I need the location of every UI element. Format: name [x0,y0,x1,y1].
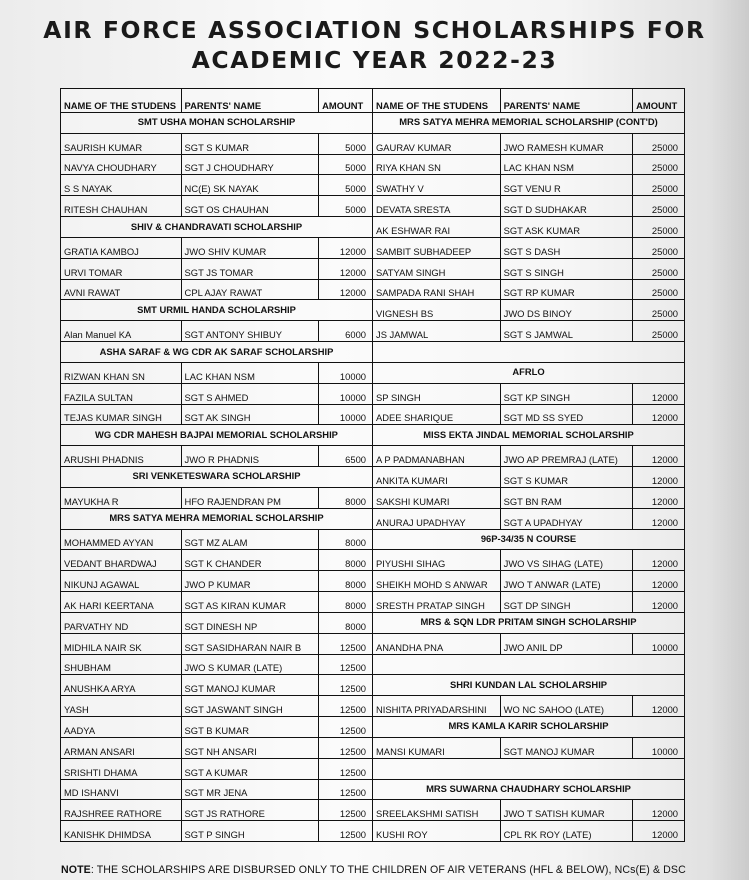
scholarship-section-title: AFRLO [373,362,685,383]
amount-cell: 8000 [319,592,373,613]
left-table-row [61,487,373,508]
left-table-row [61,446,373,467]
student-name-cell: ANURAJ UPADHYAY [373,508,501,529]
student-name-cell: SAMBIT SUBHADEEP [373,237,501,258]
right-table-row [373,217,685,238]
right-table-row [373,800,685,821]
scholarship-section-title: MRS KAMLA KARIR SCHOLARSHIP [373,717,685,738]
left-table-row [61,279,373,300]
student-name-cell: URVI TOMAR [61,258,182,279]
parent-name-cell: CPL RK ROY (LATE) [500,821,633,842]
student-name-cell: GAURAV KUMAR [373,133,501,154]
scholarship-section-title: MRS SATYA MEHRA MEMORIAL SCHOLARSHIP [61,508,373,529]
parent-name-cell: SGT MZ ALAM [181,529,319,550]
right-table-row [373,696,685,717]
parent-name-cell: JWO DS BINOY [500,300,633,321]
amount-cell: 10000 [319,383,373,404]
scholarship-section-title: SMT USHA MOHAN SCHOLARSHIP [61,113,373,134]
amount-cell: 12500 [319,633,373,654]
student-name-cell: SRISHTI DHAMA [61,758,182,779]
left-table-row [61,592,373,613]
right-blank-row [373,342,685,363]
right-section-row [373,529,685,550]
scholarship-section-title: WG CDR MAHESH BAJPAI MEMORIAL SCHOLARSHIP [61,425,373,446]
parent-name-cell: JWO R PHADNIS [181,446,319,467]
parent-name-cell: SGT D SUDHAKAR [500,196,633,217]
student-name-cell: SAURISH KUMAR [61,133,182,154]
amount-cell: 25000 [633,237,685,258]
left-section-row [61,217,373,238]
parent-name-cell: SGT B KUMAR [181,717,319,738]
amount-cell: 8000 [319,550,373,571]
student-name-cell: MD ISHANVI [61,779,182,800]
parent-name-cell: SGT ANTONY SHIBUY [181,321,319,342]
right-table-row [373,550,685,571]
left-table-row [61,717,373,738]
amount-cell: 12000 [633,571,685,592]
left-section-row [61,425,373,446]
student-name-cell: ADEE SHARIQUE [373,404,501,425]
scholarship-section-title: 96P-34/35 N COURSE [373,529,685,550]
student-name-cell: SAKSHI KUMARI [373,487,501,508]
amount-cell: 12000 [633,508,685,529]
student-name-cell: S S NAYAK [61,175,182,196]
right-table-row [373,300,685,321]
left-scholarship-table [60,88,373,842]
parent-name-cell: SGT RP KUMAR [500,279,633,300]
amount-cell: 5000 [319,196,373,217]
left-table-row [61,800,373,821]
amount-cell: 12000 [633,383,685,404]
parent-name-cell: SGT A UPADHYAY [500,508,633,529]
right-table-row [373,633,685,654]
scholarship-section-title: ASHA SARAF & WG CDR AK SARAF SCHOLARSHIP [61,342,373,363]
right-section-row [373,675,685,696]
parent-name-cell: SGT JS RATHORE [181,800,319,821]
amount-cell: 8000 [319,612,373,633]
amount-cell: 12500 [319,821,373,842]
parent-name-cell: SGT A KUMAR [181,758,319,779]
student-name-cell: NAVYA CHOUDHARY [61,154,182,175]
right-table-row [373,592,685,613]
parent-name-cell: SGT ASK KUMAR [500,217,633,238]
student-name-cell: RAJSHREE RATHORE [61,800,182,821]
amount-cell: 8000 [319,529,373,550]
right-table-row [373,321,685,342]
parent-name-cell: SGT S AHMED [181,383,319,404]
parent-name-cell: SGT VENU R [500,175,633,196]
left-table-row [61,779,373,800]
left-section-row [61,508,373,529]
right-header-row [373,89,685,113]
student-name-cell: PARVATHY ND [61,612,182,633]
student-name-cell: MANSI KUMARI [373,737,501,758]
student-name-cell: AVNI RAWAT [61,279,182,300]
amount-cell: 25000 [633,133,685,154]
student-name-cell: NIKUNJ AGAWAL [61,571,182,592]
right-section-row [373,612,685,633]
amount-cell: 25000 [633,300,685,321]
left-table-row [61,133,373,154]
parent-name-cell: SGT MD SS SYED [500,404,633,425]
amount-cell: 12000 [633,550,685,571]
left-table-row [61,675,373,696]
parent-name-cell: JWO AP PREMRAJ (LATE) [500,446,633,467]
parent-name-cell: SGT DINESH NP [181,612,319,633]
parent-name-cell: SGT MANOJ KUMAR [500,737,633,758]
student-name-cell: VIGNESH BS [373,300,501,321]
amount-cell: 5000 [319,133,373,154]
parent-name-cell: JWO VS SIHAG (LATE) [500,550,633,571]
student-name-cell: MOHAMMED AYYAN [61,529,182,550]
parent-name-cell: SGT MANOJ KUMAR [181,675,319,696]
student-name-cell: MIDHILA NAIR SK [61,633,182,654]
parent-name-cell: JWO ANIL DP [500,633,633,654]
student-name-cell: SREELAKSHMI SATISH [373,800,501,821]
amount-cell: 12000 [633,821,685,842]
parent-name-cell: JWO P KUMAR [181,571,319,592]
left-table-row [61,175,373,196]
parent-name-cell: LAC KHAN NSM [181,362,319,383]
right-table-row [373,508,685,529]
right-parent-name-header: PARENTS' NAME [500,89,633,113]
scholarship-section-title: SHRI KUNDAN LAL SCHOLARSHIP [373,675,685,696]
amount-cell: 12000 [633,800,685,821]
amount-cell: 8000 [319,571,373,592]
parent-name-cell: WO NC SAHOO (LATE) [500,696,633,717]
amount-cell: 25000 [633,258,685,279]
student-name-cell: NISHITA PRIYADARSHINI [373,696,501,717]
parent-name-cell: SGT BN RAM [500,487,633,508]
parent-name-cell: JWO T ANWAR (LATE) [500,571,633,592]
left-table-row [61,196,373,217]
parent-name-cell: SGT J CHOUDHARY [181,154,319,175]
right-table-row [373,821,685,842]
right-student-name-header: NAME OF THE STUDENS [373,89,501,113]
student-name-cell: ARUSHI PHADNIS [61,446,182,467]
student-name-cell: TEJAS KUMAR SINGH [61,404,182,425]
student-name-cell: YASH [61,696,182,717]
left-table-row [61,737,373,758]
amount-cell: 25000 [633,175,685,196]
parent-name-cell: SGT KP SINGH [500,383,633,404]
page-title-line-1: AIR FORCE ASSOCIATION SCHOLARSHIPS FOR [43,16,706,44]
student-name-cell: FAZILA SULTAN [61,383,182,404]
left-table-row [61,654,373,675]
amount-cell: 12500 [319,717,373,738]
amount-cell: 12500 [319,779,373,800]
right-table-row [373,279,685,300]
left-table-row [61,758,373,779]
scholarship-section-title: SHIV & CHANDRAVATI SCHOLARSHIP [61,217,373,238]
amount-cell: 12000 [633,696,685,717]
amount-cell: 10000 [319,362,373,383]
parent-name-cell: SGT K CHANDER [181,550,319,571]
right-table-row [373,196,685,217]
student-name-cell: A P PADMANABHAN [373,446,501,467]
left-amount-header: AMOUNT [319,89,373,113]
scholarship-section-title: SRI VENKETESWARA SCHOLARSHIP [61,467,373,488]
parent-name-cell: SGT S DASH [500,237,633,258]
student-name-cell: SWATHY V [373,175,501,196]
left-parent-name-header: PARENTS' NAME [181,89,319,113]
left-table-row [61,404,373,425]
amount-cell: 6500 [319,446,373,467]
right-blank-row [373,654,685,675]
parent-name-cell: SGT JS TOMAR [181,258,319,279]
student-name-cell: SATYAM SINGH [373,258,501,279]
amount-cell: 6000 [319,321,373,342]
left-table-row [61,258,373,279]
left-table-row [61,633,373,654]
left-table-row [61,383,373,404]
parent-name-cell: LAC KHAN NSM [500,154,633,175]
parent-name-cell: SGT DP SINGH [500,592,633,613]
student-name-cell: KANISHK DHIMDSA [61,821,182,842]
amount-cell: 12500 [319,737,373,758]
amount-cell: 10000 [633,737,685,758]
amount-cell: 12000 [633,487,685,508]
scholarship-section-title: MRS SUWARNA CHAUDHARY SCHOLARSHIP [373,779,685,800]
amount-cell: 12500 [319,758,373,779]
right-table-row [373,404,685,425]
right-section-row [373,362,685,383]
right-section-row [373,779,685,800]
left-student-name-header: NAME OF THE STUDENS [61,89,182,113]
student-name-cell: Alan Manuel KA [61,321,182,342]
parent-name-cell: SGT AS KIRAN KUMAR [181,592,319,613]
page-edge-shadow [709,0,749,880]
parent-name-cell: SGT MR JENA [181,779,319,800]
left-table-row [61,154,373,175]
scholarship-section-title: SMT URMIL HANDA SCHOLARSHIP [61,300,373,321]
empty-cell [373,342,685,363]
amount-cell: 12500 [319,675,373,696]
amount-cell: 12000 [633,592,685,613]
amount-cell: 10000 [633,633,685,654]
parent-name-cell: SGT JASWANT SINGH [181,696,319,717]
student-name-cell: ANKITA KUMARI [373,467,501,488]
right-scholarship-table [372,88,685,842]
left-table-row [61,529,373,550]
right-table-row [373,133,685,154]
parent-name-cell: JWO T SATISH KUMAR [500,800,633,821]
scholarship-section-title: MRS & SQN LDR PRITAM SINGH SCHOLARSHIP [373,612,685,633]
student-name-cell: DEVATA SRESTA [373,196,501,217]
amount-cell: 8000 [319,487,373,508]
amount-cell: 25000 [633,217,685,238]
right-table-row [373,383,685,404]
right-table-row [373,237,685,258]
parent-name-cell: HFO RAJENDRAN PM [181,487,319,508]
amount-cell: 25000 [633,279,685,300]
note-text: : THE SCHOLARSHIPS ARE DISBURSED ONLY TO THE CHILDREN OF AIR VETERANS (HFL & BELOW), NCs(E) & DSC [90,864,686,876]
parent-name-cell: SGT S JAMWAL [500,321,633,342]
note-label: NOTE [61,864,91,876]
empty-cell [373,758,685,779]
amount-cell: 25000 [633,196,685,217]
student-name-cell: RIZWAN KHAN SN [61,362,182,383]
student-name-cell: SHEIKH MOHD S ANWAR [373,571,501,592]
right-section-row [373,717,685,738]
left-table-row [61,821,373,842]
student-name-cell: PIYUSHI SIHAG [373,550,501,571]
right-section-row [373,425,685,446]
right-table-row [373,467,685,488]
student-name-cell: MAYUKHA R [61,487,182,508]
parent-name-cell: SGT P SINGH [181,821,319,842]
left-table-row [61,362,373,383]
student-name-cell: SRESTH PRATAP SINGH [373,592,501,613]
student-name-cell: AK ESHWAR RAI [373,217,501,238]
amount-cell: 12000 [633,404,685,425]
parent-name-cell: SGT S SINGH [500,258,633,279]
student-name-cell: VEDANT BHARDWAJ [61,550,182,571]
right-amount-header: AMOUNT [633,89,685,113]
parent-name-cell: JWO RAMESH KUMAR [500,133,633,154]
parent-name-cell: SGT NH ANSARI [181,737,319,758]
amount-cell: 5000 [319,175,373,196]
scholarship-section-title: MISS EKTA JINDAL MEMORIAL SCHOLARSHIP [373,425,685,446]
parent-name-cell: SGT S KUMAR [181,133,319,154]
right-table-row [373,175,685,196]
disbursement-note [61,864,701,876]
left-section-row [61,300,373,321]
left-header-row [61,89,373,113]
left-table-row [61,550,373,571]
student-name-cell: SP SINGH [373,383,501,404]
student-name-cell: ANANDHA PNA [373,633,501,654]
parent-name-cell: CPL AJAY RAWAT [181,279,319,300]
amount-cell: 12500 [319,696,373,717]
right-section-row [373,113,685,134]
parent-name-cell: SGT AK SINGH [181,404,319,425]
parent-name-cell: JWO SHIV KUMAR [181,237,319,258]
scholarship-section-title: MRS SATYA MEHRA MEMORIAL SCHOLARSHIP (CONT'D) [373,113,685,134]
parent-name-cell: SGT S KUMAR [500,467,633,488]
amount-cell: 12500 [319,800,373,821]
student-name-cell: ARMAN ANSARI [61,737,182,758]
left-table-row [61,571,373,592]
left-section-row [61,342,373,363]
student-name-cell: SHUBHAM [61,654,182,675]
student-name-cell: RIYA KHAN SN [373,154,501,175]
amount-cell: 12000 [319,237,373,258]
right-blank-row [373,758,685,779]
empty-cell [373,654,685,675]
right-table-row [373,487,685,508]
parent-name-cell: JWO S KUMAR (LATE) [181,654,319,675]
student-name-cell: KUSHI ROY [373,821,501,842]
left-section-row [61,467,373,488]
amount-cell: 5000 [319,154,373,175]
left-table-row [61,612,373,633]
right-table-row [373,154,685,175]
right-table-row [373,446,685,467]
left-section-row [61,113,373,134]
parent-name-cell: SGT OS CHAUHAN [181,196,319,217]
amount-cell: 12500 [319,654,373,675]
left-table-row [61,237,373,258]
amount-cell: 12000 [633,446,685,467]
right-table-row [373,258,685,279]
student-name-cell: AK HARI KEERTANA [61,592,182,613]
student-name-cell: RITESH CHAUHAN [61,196,182,217]
parent-name-cell: NC(E) SK NAYAK [181,175,319,196]
student-name-cell: GRATIA KAMBOJ [61,237,182,258]
amount-cell: 10000 [319,404,373,425]
student-name-cell: JS JAMWAL [373,321,501,342]
right-table-row [373,737,685,758]
student-name-cell: SAMPADA RANI SHAH [373,279,501,300]
amount-cell: 12000 [319,279,373,300]
amount-cell: 12000 [319,258,373,279]
student-name-cell: AADYA [61,717,182,738]
left-table-row [61,321,373,342]
amount-cell: 12000 [633,467,685,488]
student-name-cell: ANUSHKA ARYA [61,675,182,696]
parent-name-cell: SGT SASIDHARAN NAIR B [181,633,319,654]
amount-cell: 25000 [633,154,685,175]
right-table-row [373,571,685,592]
amount-cell: 25000 [633,321,685,342]
left-table-row [61,696,373,717]
page-title-line-2: ACADEMIC YEAR 2022-23 [191,46,558,74]
